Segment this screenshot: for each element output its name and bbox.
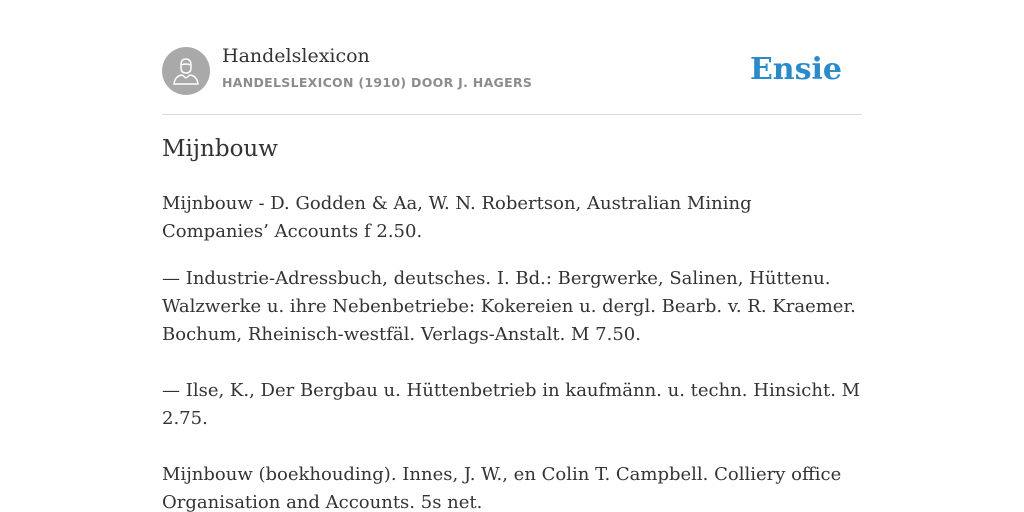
entry-title: Mijnbouw	[162, 136, 278, 162]
entry-paragraph: — Industrie-Adressbuch, deutsches. I. Bd.: Bergwerke, Salinen, Hüttenu. Walzwerke u. ihre Nebenbetriebe: Kokereien u. dergl. Bearb. v. R. Kraemer. Bochum, Rheinisch-westfäl. Verlags-Anstalt. M 7.50.	[162, 268, 856, 345]
entry-paragraph: Mijnbouw - D. Godden & Aa, W. N. Robertson, Australian Mining Companies’ Accounts f 2.50.	[162, 193, 752, 242]
ensie-logo[interactable]: Ensie	[749, 52, 842, 87]
source-name[interactable]: Handelslexicon	[222, 45, 370, 67]
source-subtitle[interactable]: HANDELSLEXICON (1910) DOOR J. HAGERS	[222, 75, 533, 90]
entry-body	[162, 190, 862, 512]
user-icon[interactable]	[162, 47, 210, 95]
entry-paragraph: — Ilse, K., Der Bergbau u. Hüttenbetrieb in kaufmänn. u. techn. Hinsicht. M 2.75.	[162, 380, 861, 429]
entry-paragraph: Mijnbouw (boekhouding). Innes, J. W., en Colin T. Campbell. Colliery office Organisation and Accounts. 5s net.	[162, 464, 842, 512]
source-header	[162, 0, 862, 115]
